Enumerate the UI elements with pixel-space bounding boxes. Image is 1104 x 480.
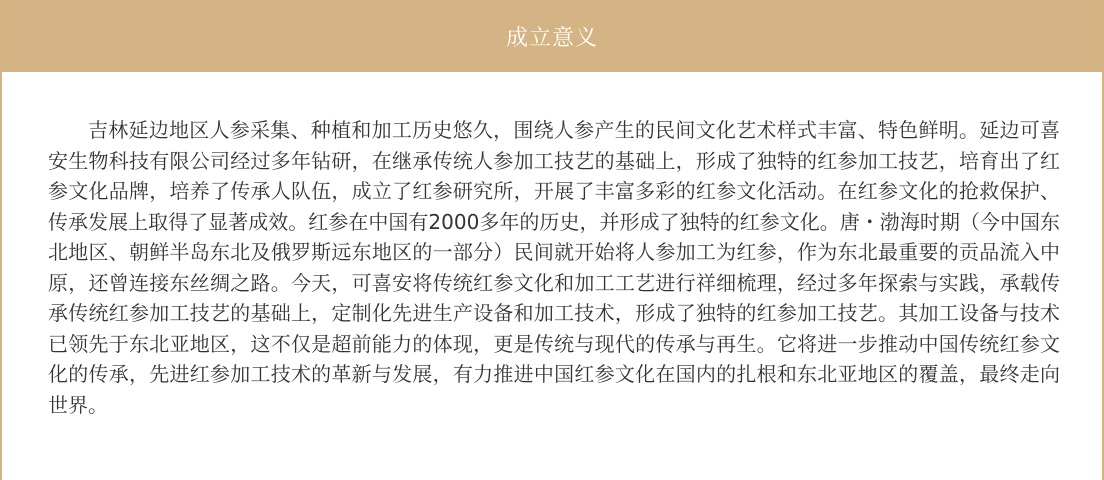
panel-title: 成立意义 xyxy=(505,25,598,51)
panel-header xyxy=(2,0,1102,72)
panel-body-paragraph: 吉林延边地区人参采集、种植和加工历史悠久，围绕人参产生的民间文化艺术样式丰富、特色鲜明。延边可喜安生物科技有限公司经过多年钻研，在继承传统人参加工技艺的基础上，形成了独特的红参加工技艺，培育出了红参文化品牌，培养了传承人队伍，成立了红参研究所，开展了丰富多彩的红参文化活动。在红参文化的抢救保护、传承发展上取得了显著成效。红参在中国有2000多年的历史，并形成了独特的红参文化。唐・渤海时期（今中国东北地区、朝鲜半岛东北及俄罗斯远东地区的一部分）民间就开始将人参加工为红参，作为东北最重要的贡品流入中原，还曾连接东丝绸之路。今天，可喜安将传统红参文化和加工工艺进行祥细梳理，经过多年探索与实践，承载传承传统红参加工技艺的基础上，定制化先进生产设备和加工技术，形成了独特的红参加工技艺。其加工设备与技术已领先于东北亚地区，这不仅是超前能力的体现，更是传统与现代的传承与再生。它将进一步推动中国传统红参文化的传承，先进红参加工技术的革新与发展，有力推进中国红参文化在国内的扎根和东北亚地区的覆盖，最终走向世界。 xyxy=(48,118,1060,417)
